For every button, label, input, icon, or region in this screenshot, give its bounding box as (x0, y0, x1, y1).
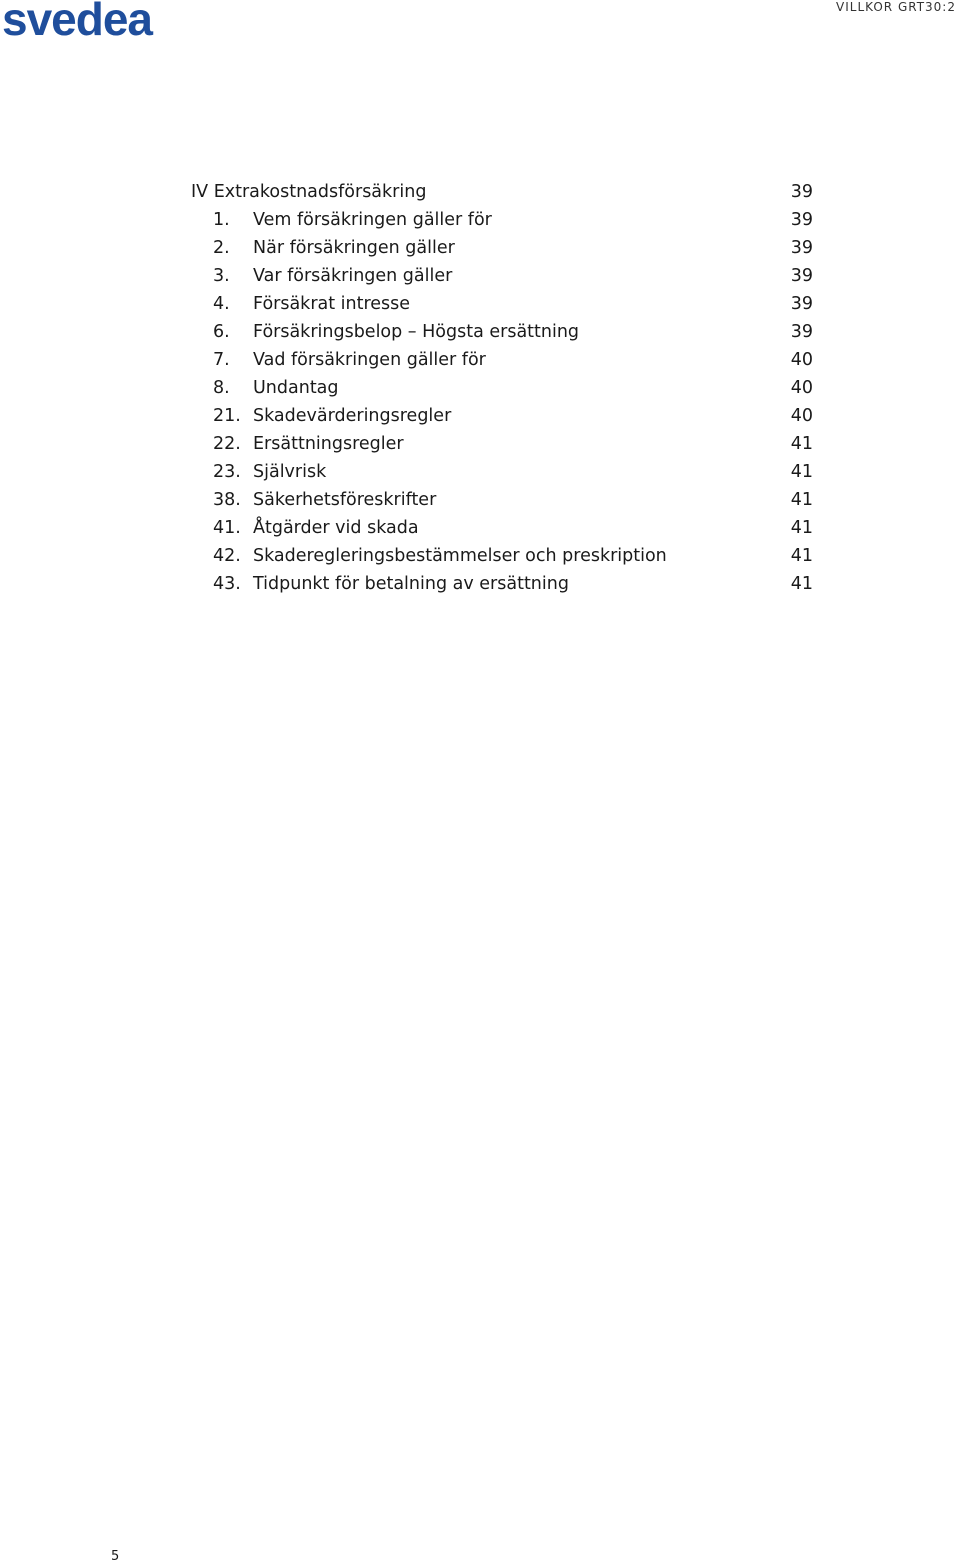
toc-item (191, 262, 813, 290)
toc-item-number: 41. (213, 518, 241, 538)
toc-item-number: 3. (213, 266, 230, 286)
toc-item-title: Åtgärder vid skada (253, 518, 419, 538)
toc-item (191, 542, 813, 570)
toc-item-number: 1. (213, 210, 230, 230)
toc-section-title: IV Extrakostnadsförsäkring (191, 182, 427, 202)
toc-item (191, 458, 813, 486)
document-code: VILLKOR GRT30:2 (836, 0, 956, 14)
toc-item-page: 39 (790, 294, 813, 314)
toc-item-number: 8. (213, 378, 230, 398)
toc-item-title: Skadevärderingsregler (253, 406, 452, 426)
toc-item-number: 2. (213, 238, 230, 258)
toc-item (191, 514, 813, 542)
toc-item-title: Självrisk (253, 462, 327, 482)
toc-item-title: Vem försäkringen gäller för (253, 210, 492, 230)
toc-item (191, 346, 813, 374)
toc-item-page: 41 (790, 574, 813, 594)
toc-item-page: 40 (790, 378, 813, 398)
toc-item (191, 234, 813, 262)
toc-item-page: 39 (790, 322, 813, 342)
toc-item-title: Försäkrat intresse (253, 294, 411, 314)
toc-item-title: Försäkringsbelop – Högsta ersättning (253, 322, 580, 342)
toc-item-number: 21. (213, 406, 241, 426)
toc-item-number: 22. (213, 434, 241, 454)
table-of-contents (191, 178, 813, 598)
toc-item-page: 41 (790, 546, 813, 566)
toc-item-number: 42. (213, 546, 241, 566)
toc-item-number: 4. (213, 294, 230, 314)
toc-item-page: 39 (790, 210, 813, 230)
toc-item (191, 318, 813, 346)
toc-item-number: 43. (213, 574, 241, 594)
toc-item (191, 374, 813, 402)
toc-item (191, 290, 813, 318)
toc-item-page: 40 (790, 350, 813, 370)
toc-item (191, 430, 813, 458)
toc-section-page: 39 (790, 182, 813, 202)
page-number: 5 (111, 1549, 120, 1564)
toc-item (191, 486, 813, 514)
toc-section-heading (191, 178, 813, 206)
svedea-logo: svedea (2, 0, 153, 45)
toc-item-number: 38. (213, 490, 241, 510)
toc-item-number: 7. (213, 350, 230, 370)
toc-item (191, 402, 813, 430)
toc-item-page: 41 (790, 434, 813, 454)
toc-item-page: 41 (790, 518, 813, 538)
toc-item-page: 39 (790, 238, 813, 258)
toc-item-title: Ersättningsregler (253, 434, 404, 454)
toc-item-page: 39 (790, 266, 813, 286)
toc-item (191, 570, 813, 598)
toc-item-page: 41 (790, 462, 813, 482)
toc-item-number: 6. (213, 322, 230, 342)
toc-item-title: Skaderegleringsbestämmelser och preskription (253, 546, 667, 566)
toc-item-title: När försäkringen gäller (253, 238, 455, 258)
toc-item (191, 206, 813, 234)
toc-item-number: 23. (213, 462, 241, 482)
toc-item-title: Var försäkringen gäller (253, 266, 453, 286)
toc-item-title: Undantag (253, 378, 339, 398)
toc-item-page: 41 (790, 490, 813, 510)
toc-item-title: Vad försäkringen gäller för (253, 350, 486, 370)
toc-item-title: Tidpunkt för betalning av ersättning (253, 574, 569, 594)
toc-item-title: Säkerhetsföreskrifter (253, 490, 437, 510)
toc-item-page: 40 (790, 406, 813, 426)
